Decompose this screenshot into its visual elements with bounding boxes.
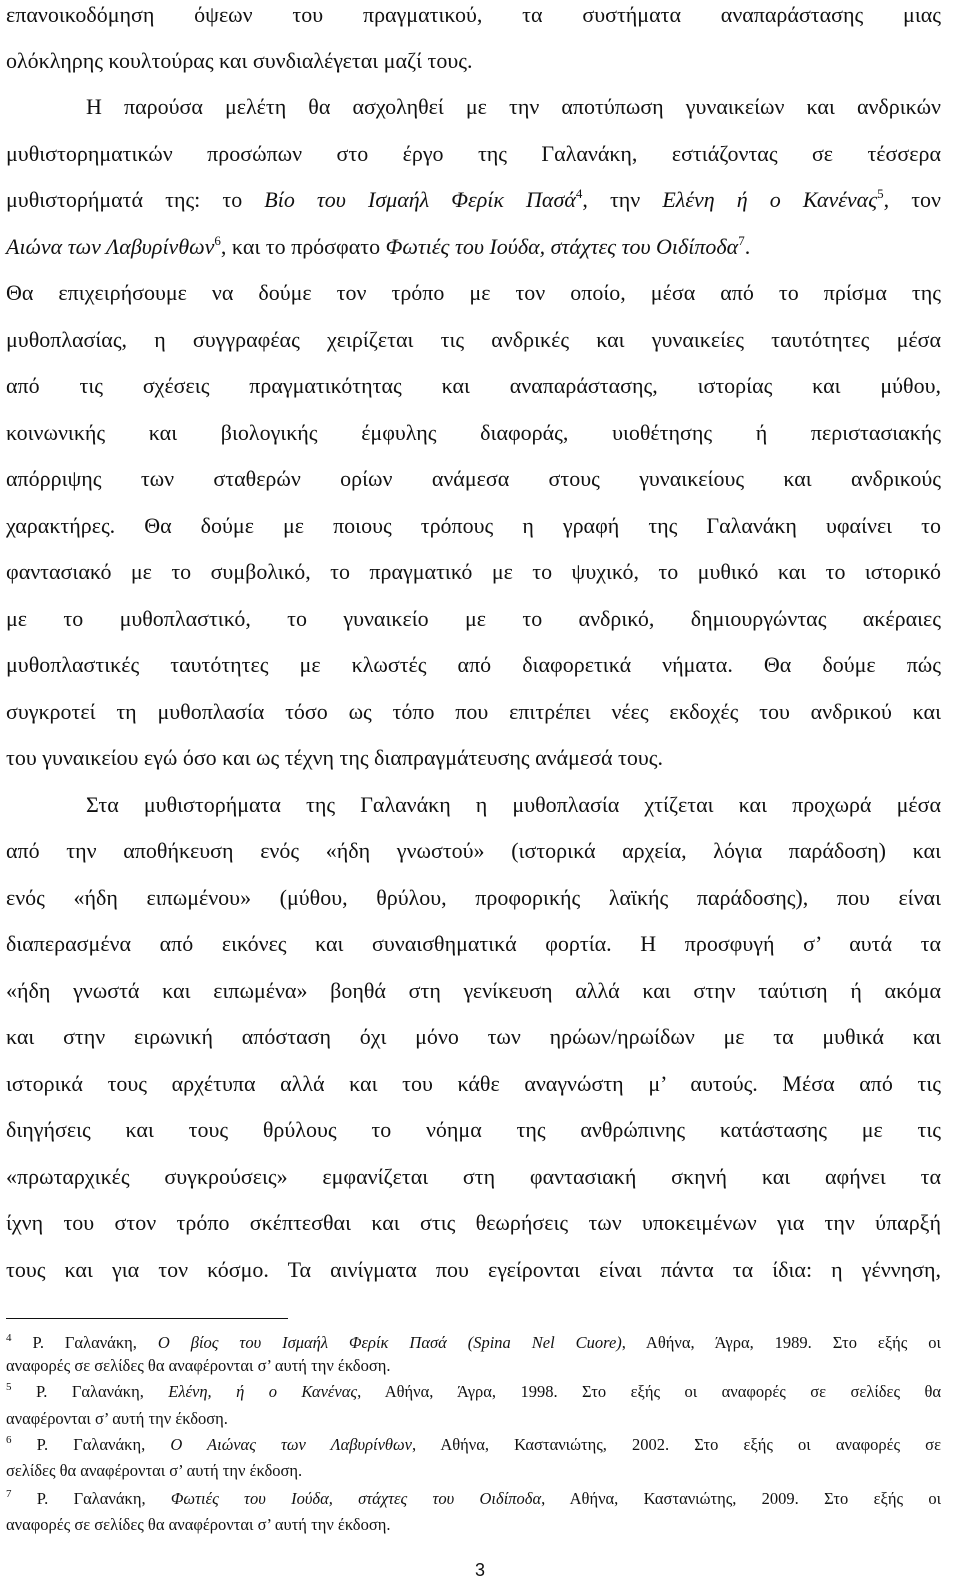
body-line: μυθοπλαστικές ταυτότητες με κλωστές από διαφορετικά νήματα. Θα δούμε πώς [6,652,941,677]
body-line: Θα επιχειρήσουμε να δούμε τον τρόπο με τον οποίο, μέσα από το πρίσμα της [6,280,941,305]
body-line: διαπερασμένα από εικόνες και συναισθηματικά φορτία. Η προσφυγή σ’ αυτά τα [6,931,941,956]
body-line: ίχνη του στον τρόπο σκέπτεσθαι και στις θεωρήσεις των υποκειμένων για την ύπαρξή [6,1210,941,1235]
book-title: Φωτιές του Ιούδα, στάχτες του Οιδίποδα [385,234,739,259]
footnote-ref[interactable]: 5 [877,186,884,201]
body-line: τους και για τον κόσμο. Τα αινίγματα που εγείρονται είναι πάντα τα ίδια: η γέννηση, [6,1257,941,1282]
body-text: , την [582,187,663,212]
footnote-5 [6,1381,941,1403]
footnote-6 [6,1434,941,1456]
body-line: χαρακτήρες. Θα δούμε με ποιους τρόπους η γραφή της Γαλανάκη υφαίνει το [6,513,941,538]
body-line: μυθιστορηματικών προσώπων στο έργο της Γαλανάκη, εστιάζοντας σε τέσσερα [6,141,941,166]
body-line [6,232,941,262]
body-line: κοινωνικής και βιολογικής έμφυλης διαφοράς, υιοθέτησης ή περιστασιακής [6,420,941,445]
body-text: . [744,234,751,259]
footnote-title: Ο βίος του Ισμαήλ Φερίκ Πασά (Spina Nel Cuore) [157,1333,622,1352]
footnote-5-continuation: αναφέρονται σ’ αυτή την έκδοση. [6,1409,228,1428]
footnote-ref[interactable]: 4 [575,186,583,201]
footnote-title: Ελένη, ή ο Κανένας [168,1382,358,1401]
footnote-text: , Αθήνα, Άγρα, 1989. Στο εξής οι [621,1333,941,1352]
body-line: ενός «ήδη ειπωμένου» (μύθου, θρύλου, προφορικής λαϊκής παράδοσης), που είναι [6,885,941,910]
body-line: «πρωταρχικές συγκρούσεις» εμφανίζεται στη φαντασιακή σκηνή και αφήνει τα [6,1164,941,1189]
footnote-text: , Αθήνα, Καστανιώτης, 2009. Στο εξής οι [541,1489,942,1508]
footnote-author: Ρ. Γαλανάκη, [36,1435,171,1454]
footnote-number: 7 [6,1488,12,1500]
footnote-title: Φωτιές του Ιούδα, στάχτες του Οιδίποδα [170,1489,542,1508]
footnote-text: , Αθήνα, Άγρα, 1998. Στο εξής οι αναφορές σε σελίδες θα [357,1382,941,1401]
body-line: Στα μυθιστορήματα της Γαλανάκη η μυθοπλασία χτίζεται και προχωρά μέσα [86,792,941,817]
footnote-text: , Αθήνα, Καστανιώτης, 2002. Στο εξής οι αναφορές σε [412,1435,941,1454]
body-text: , τον [883,187,942,212]
body-text: , και το πρόσφατο [220,234,386,259]
footnote-author: Ρ. Γαλανάκη, [36,1489,171,1508]
body-line: διηγήσεις και τους θρύλους το νόημα της ανθρώπινης κατάστασης με τις [6,1117,941,1142]
body-line: του γυναικείου εγώ όσο και ως τέχνη της διαπραγμάτευσης ανάμεσά τους. [6,745,663,770]
footnote-number: 4 [6,1332,12,1344]
footnote-title: Ο Αιώνας των Λαβυρίνθων [170,1435,412,1454]
footnote-6-continuation: σελίδες θα αναφέρονται σ’ αυτή την έκδοση. [6,1461,303,1480]
page-number: 3 [474,1560,485,1580]
footnote-separator [6,1318,288,1319]
footnote-number: 5 [6,1381,12,1393]
body-line: από την αποθήκευση ενός «ήδη γνωστού» (ιστορικά αρχεία, λόγια παράδοση) και [6,838,941,863]
body-line: απόρριψης των σταθερών ορίων ανάμεσα στους γυναικείους και ανδρικούς [6,466,941,491]
body-line: «ήδη γνωστά και ειπωμένα» βοηθά στη γενίκευση αλλά και στην ταύτιση ή ακόμα [6,978,941,1003]
body-line: Η παρούσα μελέτη θα ασχοληθεί με την αποτύπωση γυναικείων και ανδρικών [86,94,941,119]
body-line: επανοικοδόμηση όψεων του πραγματικού, τα συστήματα αναπαράστασης μιας [6,2,941,27]
body-line: και στην ειρωνική απόσταση όχι μόνο των ηρώων/ηρωίδων με τα μυθικά και [6,1024,941,1049]
footnote-author: Ρ. Γαλανάκη, [32,1333,158,1352]
book-title: Βίο του Ισμαήλ Φερίκ Πασά [264,187,576,212]
body-line [6,185,941,215]
book-title: Ελένη ή ο Κανένας [662,187,878,212]
body-line: συγκροτεί τη μυθοπλασία τόσο ως τόπο που επιτρέπει νέες εκδοχές του ανδρικού και [6,699,941,724]
book-title: Αιώνα των Λαβυρίνθων [6,234,215,259]
body-text: μυθιστορήματά της: το [6,187,265,212]
body-line: μυθοπλασίας, η συγγραφέας χειρίζεται τις ανδρικές και γυναικείες ταυτότητες μέσα [6,327,941,352]
body-line: ολόκληρης κουλτούρας και συνδιαλέγεται μαζί τους. [6,48,473,73]
footnote-author: Ρ. Γαλανάκη, [35,1382,169,1401]
footnote-7-continuation: αναφορές σε σελίδες θα αναφέρονται σ’ αυτή την έκδοση. [6,1515,391,1534]
footnote-4 [6,1332,941,1354]
body-line: με το μυθοπλαστικό, το γυναικείο με το ανδρικό, δημιουργώντας ακέραιες [6,606,941,631]
body-line: από τις σχέσεις πραγματικότητας και αναπαράστασης, ιστορίας και μύθου, [6,373,941,398]
body-line: ιστορικά τους αρχέτυπα αλλά και του κάθε αναγνώστη μ’ αυτούς. Μέσα από τις [6,1071,941,1096]
footnote-ref[interactable]: 6 [214,233,221,248]
footnote-7 [6,1488,941,1510]
body-line: φαντασιακό με το συμβολικό, το πραγματικό με το ψυχικό, το μυθικό και το ιστορικό [6,559,941,584]
footnote-ref[interactable]: 7 [738,233,745,248]
footnote-number: 6 [6,1434,12,1446]
footnote-4-continuation: αναφορές σε σελίδες θα αναφέρονται σ’ αυτή την έκδοση. [6,1356,391,1375]
